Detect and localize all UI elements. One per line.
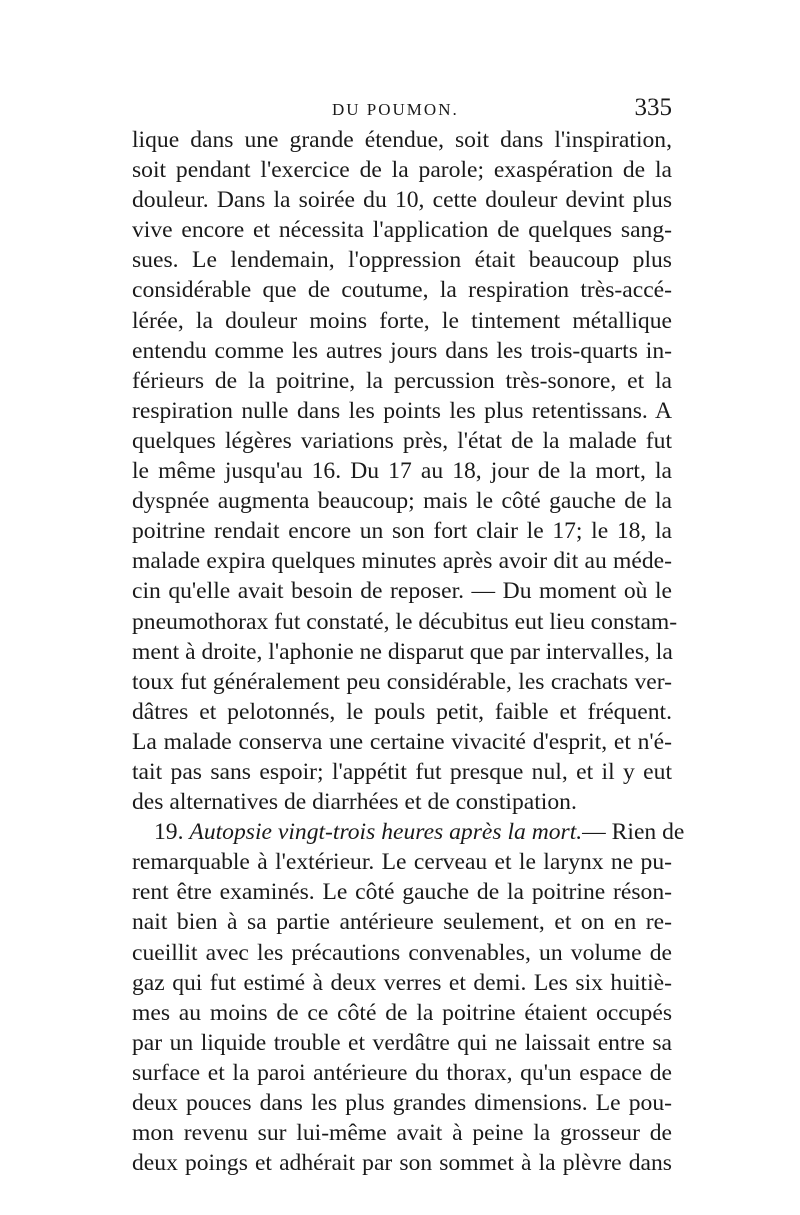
text-line: dâtres et pelotonnés, le pouls petit, faible et fréquent.: [132, 698, 672, 725]
text-line: ment à droite, l'aphonie ne disparut que par intervalles, la: [132, 638, 673, 665]
text-line: considérable que de coutume, la respiration très-accé-: [132, 277, 672, 304]
section-number: 19.: [154, 819, 184, 846]
text-line: malade expira quelques minutes après avoir dit au méde-: [132, 548, 672, 575]
text-line: deux poings et adhérait par son sommet à la plèvre dans: [132, 1150, 672, 1177]
text-line: respiration nulle dans les points les plus retentissans. A: [132, 397, 672, 424]
text-line: rent être examinés. Le côté gauche de la poitrine réson-: [132, 879, 672, 906]
text-line: le même jusqu'au 16. Du 17 au 18, jour de la mort, la: [132, 458, 672, 485]
text-line: cin qu'elle avait besoin de reposer. — Du moment où le: [132, 578, 672, 605]
text-line: mon revenu sur lui-même avait à peine la grosseur de: [132, 1120, 672, 1147]
text-line: pneumothorax fut constaté, le décubitus eut lieu constam-: [132, 608, 678, 635]
text-line: vive encore et nécessita l'application de quelques sang-: [132, 217, 672, 244]
body-text: [132, 125, 685, 1178]
text-line: des alternatives de diarrhées et de constipation.: [132, 789, 577, 816]
section-first-line-rest: — Rien de: [582, 819, 685, 846]
text-line: toux fut généralement peu considérable, les crachats ver-: [132, 668, 672, 695]
text-line: entendu comme les autres jours dans les trois-quarts in-: [132, 337, 672, 364]
section-title: Autopsie vingt-trois heures après la mort.: [189, 819, 583, 846]
text-line: lique dans une grande étendue, soit dans l'inspiration,: [132, 127, 672, 153]
text-line: surface et la paroi antérieure du thorax, qu'un espace de: [132, 1059, 672, 1086]
text-line: poitrine rendait encore un son fort clair le 17; le 18, la: [132, 518, 672, 545]
text-line: tait pas sans espoir; l'appétit fut presque nul, et il y eut: [132, 758, 672, 785]
text-line: La malade conserva une certaine vivacité d'esprit, et n'é-: [132, 728, 672, 755]
text-line: dyspnée augmenta beaucoup; mais le côté gauche de la: [132, 488, 672, 515]
text-line: soit pendant l'exercice de la parole; exaspération de la: [132, 157, 672, 184]
text-line: quelques légères variations près, l'état de la malade fut: [132, 427, 672, 454]
running-head: DU POUMON.: [332, 100, 459, 119]
text-line: douleur. Dans la soirée du 10, cette douleur devint plus: [132, 187, 672, 214]
text-line: mes au moins de ce côté de la poitrine étaient occupés: [132, 999, 672, 1026]
section-heading-line: [132, 817, 685, 847]
text-line: lérée, la douleur moins forte, le tintement métallique: [132, 307, 672, 334]
text-line: gaz qui fut estimé à deux verres et demi. Les six huitiè-: [132, 969, 672, 996]
text-line: nait bien à sa partie antérieure seulement, et on en re-: [132, 909, 672, 936]
text-line: deux pouces dans les plus grandes dimensions. Le pou-: [132, 1090, 672, 1116]
text-line: remarquable à l'extérieur. Le cerveau et le larynx ne pu-: [132, 849, 672, 876]
text-line: férieurs de la poitrine, la percussion très-sonore, et la: [132, 367, 672, 394]
page-header: [132, 94, 672, 128]
text-line: sues. Le lendemain, l'oppression était beaucoup plus: [132, 247, 672, 274]
text-line: cueillit avec les précautions convenables, un volume de: [132, 939, 672, 966]
page-number: 335: [634, 94, 672, 121]
text-line: par un liquide trouble et verdâtre qui ne laissait entre sa: [132, 1029, 672, 1056]
